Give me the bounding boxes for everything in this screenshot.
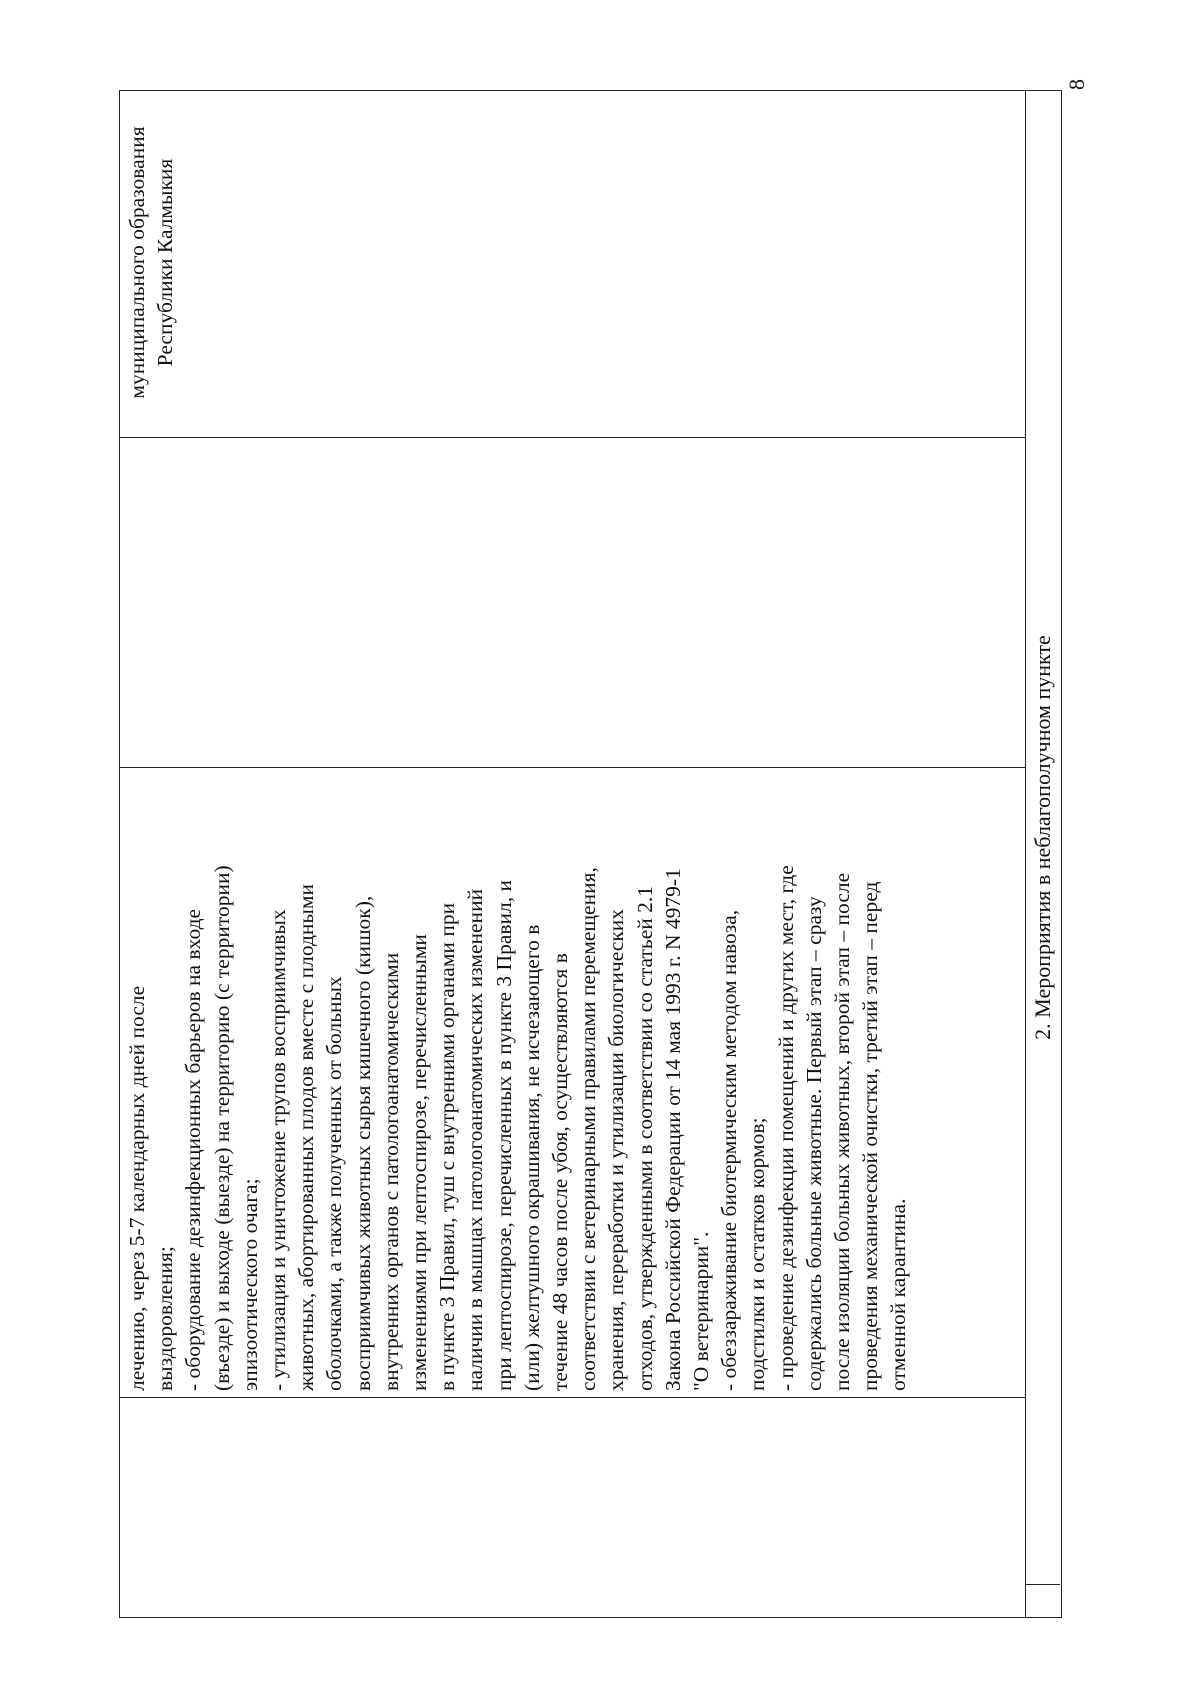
text-line: (въезде) и выходе (выезде) на территорию (с территории)	[209, 865, 234, 1391]
table-cell-responsible	[120, 92, 1025, 437]
text-line: муниципального образования	[125, 126, 149, 399]
text-line: отменной карантина.	[886, 1198, 911, 1391]
text-line: животных, абортированных плодов вместе с плодными	[294, 884, 319, 1391]
text-line: - проведение дезинфекции помещений и других мест, где	[773, 865, 798, 1391]
page-number: 8	[1064, 79, 1089, 90]
text-line: соответствии с ветеринарными правилами перемещения,	[576, 867, 601, 1391]
text-line: восприимчивых животных сырья кишечного (кишок),	[350, 895, 375, 1391]
text-line: оболочками, а также полученных от больных	[322, 976, 347, 1391]
measures-table	[119, 90, 1062, 1618]
text-line: эпизоотического очага;	[237, 1178, 262, 1391]
measures-text	[123, 776, 913, 1391]
section-title: 2. Мероприятия в неблагополучном пункте	[1030, 635, 1055, 1040]
text-line: проведения механической очистки, третий этап – перед	[858, 881, 883, 1391]
table-cell-number	[120, 1397, 1025, 1617]
text-line: внутренних органов с патологоанатомическими	[378, 952, 403, 1391]
text-line: хранения, переработки и утилизации биологических	[604, 908, 629, 1391]
responsible-text	[123, 98, 179, 427]
text-line: течение 48 часов после убоя, осуществляются в	[548, 953, 573, 1391]
text-line: (или) желтушного окрашивания, не исчезающего в	[519, 924, 544, 1391]
text-line: отходов, утвержденными в соответствии со статьей 2.1	[632, 886, 657, 1391]
text-line: Закона Российской Федерации от 14 мая 1993 г. N 4979-1	[660, 868, 685, 1391]
text-line: подстилки и остатков кормов;	[745, 1117, 770, 1391]
table-row	[120, 91, 1025, 1617]
section-cell	[1026, 91, 1060, 1585]
text-line: - утилизация и уничтожение трупов восприимчивых	[266, 909, 291, 1391]
text-line: Республики Калмыкия	[153, 158, 178, 367]
text-line: при лептоспирозе, перечисленных в пункте 3 Правил, и	[491, 879, 516, 1391]
table-cell-deadline	[120, 437, 1025, 767]
text-line: "О ветеринарии".	[689, 1231, 714, 1391]
text-line: выздоровления;	[153, 1246, 178, 1391]
text-line: наличии в мышцах патологоанатомических изменений	[463, 888, 488, 1391]
text-line: в пункте 3 Правил, туш с внутренними органами при	[435, 902, 460, 1391]
section-row	[1025, 91, 1060, 1617]
text-line: лечению, через 5-7 календарных дней после	[125, 985, 149, 1391]
text-line: - обеззараживание биотермическим методом навоза,	[717, 909, 742, 1391]
table-cell-measures	[120, 767, 1025, 1397]
text-line: после изоляции больных животных, второй этап – после	[830, 872, 855, 1391]
text-line: содержались больные животные. Первый этап – сразу	[801, 896, 826, 1391]
text-line: изменениями при лептоспирозе, перечисленными	[407, 934, 432, 1391]
text-line: - оборудование дезинфекционных барьеров на входе	[181, 908, 206, 1391]
